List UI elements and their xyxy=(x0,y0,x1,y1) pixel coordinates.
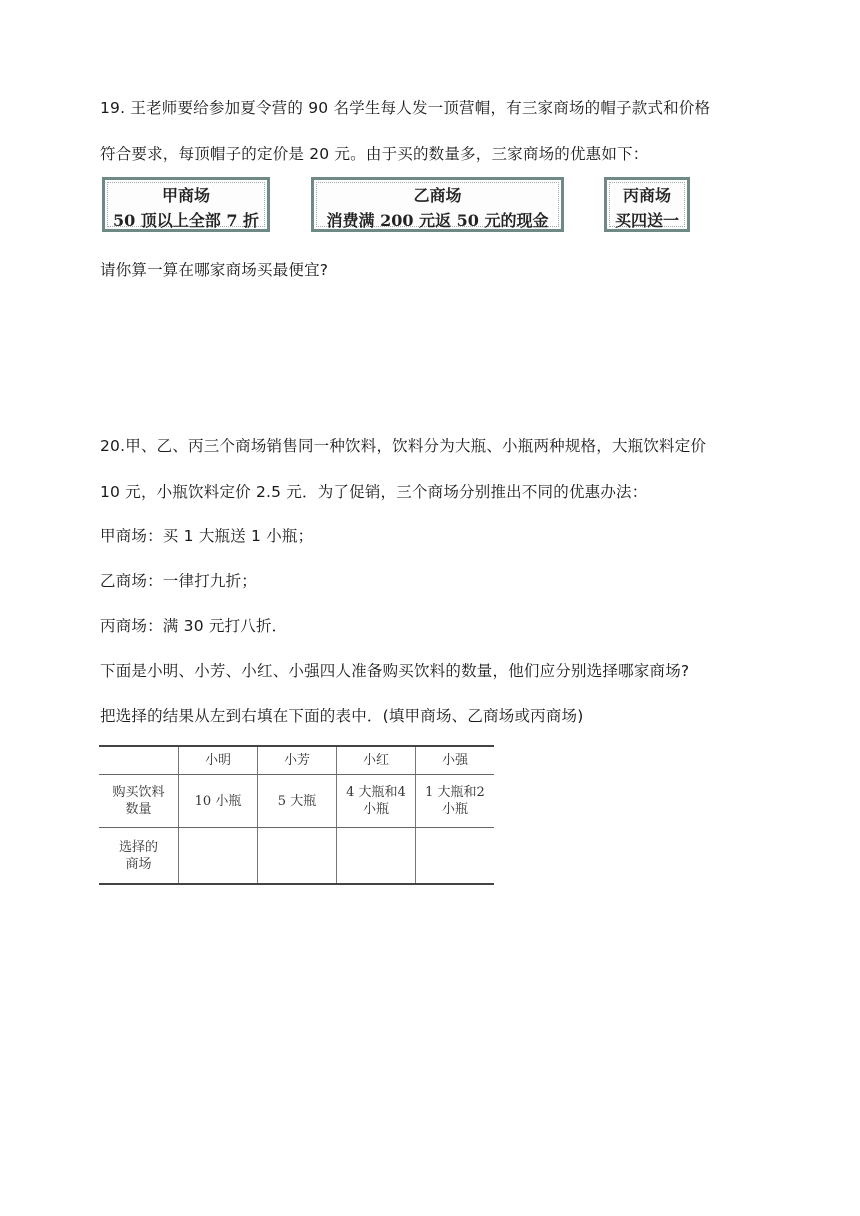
q19-stem-line1: 19. 王老师要给参加夏令营的 90 名学生每人发一顶营帽，有三家商场的帽子款式和价格 xyxy=(100,99,711,117)
table-row xyxy=(99,775,494,828)
q20-offer-yi: 乙商场：一律打九折； xyxy=(100,572,258,590)
header-cell-xiaoming: 小明 xyxy=(179,746,258,775)
answer-cell-xiaoqiang[interactable] xyxy=(416,828,495,885)
answer-table xyxy=(99,745,494,885)
answer-cell-xiaofang[interactable] xyxy=(258,828,337,885)
q20-offer-bing: 丙商场：满 30 元打八折． xyxy=(100,617,288,635)
promo-jia-deal: 50 顶以上全部 7 折 xyxy=(112,211,260,230)
answer-cell-xiaoming[interactable] xyxy=(179,828,258,885)
q20-instruction-line1: 下面是小明、小芳、小红、小强四人准备购买饮料的数量，他们应分别选择哪家商场? xyxy=(100,662,690,680)
q20-stem-line2: 10 元，小瓶饮料定价 2.5 元．为了促销，三个商场分别推出不同的优惠办法： xyxy=(100,483,648,501)
header-cell-xiaofang: 小芳 xyxy=(258,746,337,775)
header-cell-empty xyxy=(99,746,179,775)
q20-instruction-line2: 把选择的结果从左到右填在下面的表中．(填甲商场、乙商场或丙商场) xyxy=(100,707,584,725)
table-row xyxy=(99,746,494,775)
header-cell-xiaoqiang: 小强 xyxy=(416,746,495,775)
promo-yi-name: 乙商场 xyxy=(413,186,462,205)
answer-cell-xiaohong[interactable] xyxy=(337,828,416,885)
header-cell-xiaohong: 小红 xyxy=(337,746,416,775)
quantity-cell-xiaohong: 4 大瓶和4 小瓶 xyxy=(337,775,416,828)
promo-yi xyxy=(311,177,564,232)
promo-yi-deal: 消费满 200 元返 50 元的现金 xyxy=(326,211,549,230)
promo-jia xyxy=(102,177,270,232)
q19-question: 请你算一算在哪家商场买最便宜? xyxy=(100,261,329,279)
row-label-store-choice: 选择的商场 xyxy=(99,828,179,885)
quantity-cell-xiaoming: 10 小瓶 xyxy=(179,775,258,828)
promo-bing-deal: 买四送一 xyxy=(614,211,679,230)
q19-stem-line2: 符合要求，每顶帽子的定价是 20 元。由于买的数量多，三家商场的优惠如下： xyxy=(100,145,649,163)
promo-bing xyxy=(604,177,690,232)
q20-offer-jia: 甲商场：买 1 大瓶送 1 小瓶； xyxy=(100,527,314,545)
promo-jia-name: 甲商场 xyxy=(161,186,210,205)
q20-stem-line1: 20.甲、乙、丙三个商场销售同一种饮料，饮料分为大瓶、小瓶两种规格，大瓶饮料定价 xyxy=(100,437,707,455)
quantity-cell-xiaofang: 5 大瓶 xyxy=(258,775,337,828)
row-label-quantity: 购买饮料数量 xyxy=(99,775,179,828)
quantity-cell-xiaoqiang: 1 大瓶和2 小瓶 xyxy=(416,775,495,828)
table-row xyxy=(99,828,494,885)
promo-bing-name: 丙商场 xyxy=(622,186,671,205)
